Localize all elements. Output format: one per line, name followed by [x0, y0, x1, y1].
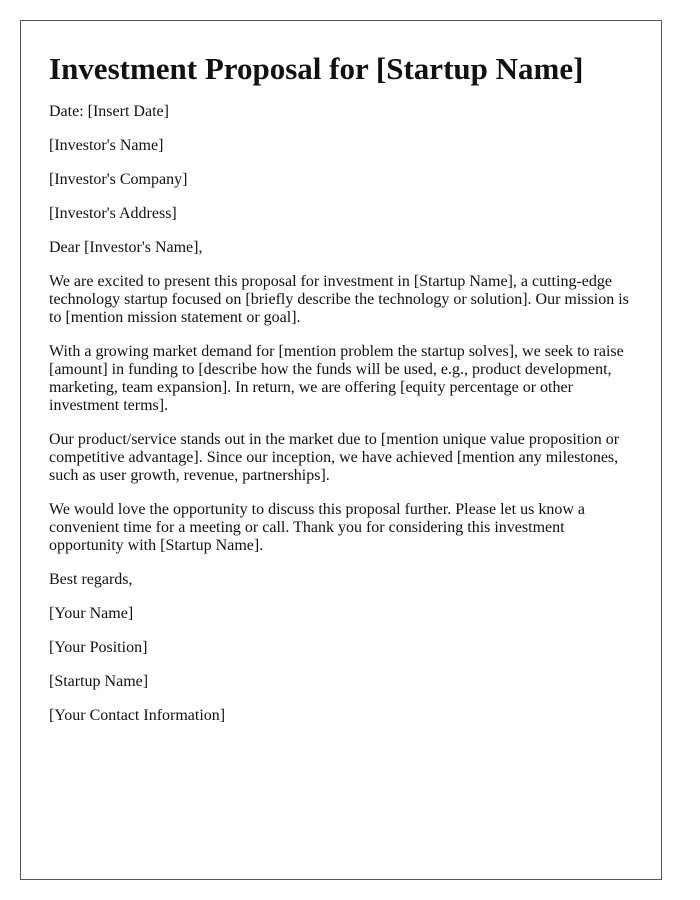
investor-company: [Investor's Company] [49, 171, 188, 188]
investor-address: [Investor's Address] [49, 205, 177, 222]
signature-contact: [Your Contact Information] [49, 707, 226, 724]
body-paragraph-intro: We are excited to present this proposal for investment in [Startup Name], a cutting-edge technology startup focused on [briefly describe the technology or solution]. Our mission is to [mention mission statement or goal]. [49, 273, 629, 326]
signature-name: [Your Name] [49, 605, 134, 622]
signature-position: [Your Position] [49, 639, 148, 656]
body-paragraph-closing: We would love the opportunity to discuss this proposal further. Please let us know a convenient time for a meeting or call. Thank you for considering this investment opportunity with [Startup Name]. [49, 501, 585, 554]
closing-line: Best regards, [49, 571, 133, 588]
letter-title: Investment Proposal for [Startup Name] [49, 51, 584, 86]
letter-content [21, 21, 661, 725]
investor-name: [Investor's Name] [49, 137, 164, 154]
letter-page [20, 20, 662, 880]
date-line: Date: [Insert Date] [49, 103, 169, 120]
body-paragraph-funding: With a growing market demand for [mention problem the startup solves], we seek to raise [amount] in funding to [describe how the funds will be used, e.g., product development, marketing, team expansion]. In return, we are offering [equity percentage or other investment terms]. [49, 343, 624, 414]
signature-startup: [Startup Name] [49, 673, 149, 690]
salutation: Dear [Investor's Name], [49, 239, 203, 256]
body-paragraph-product: Our product/service stands out in the market due to [mention unique value proposition or competitive advantage]. Since our inception, we have achieved [mention any milestones, such as user growth, revenue, partnerships]. [49, 431, 620, 484]
